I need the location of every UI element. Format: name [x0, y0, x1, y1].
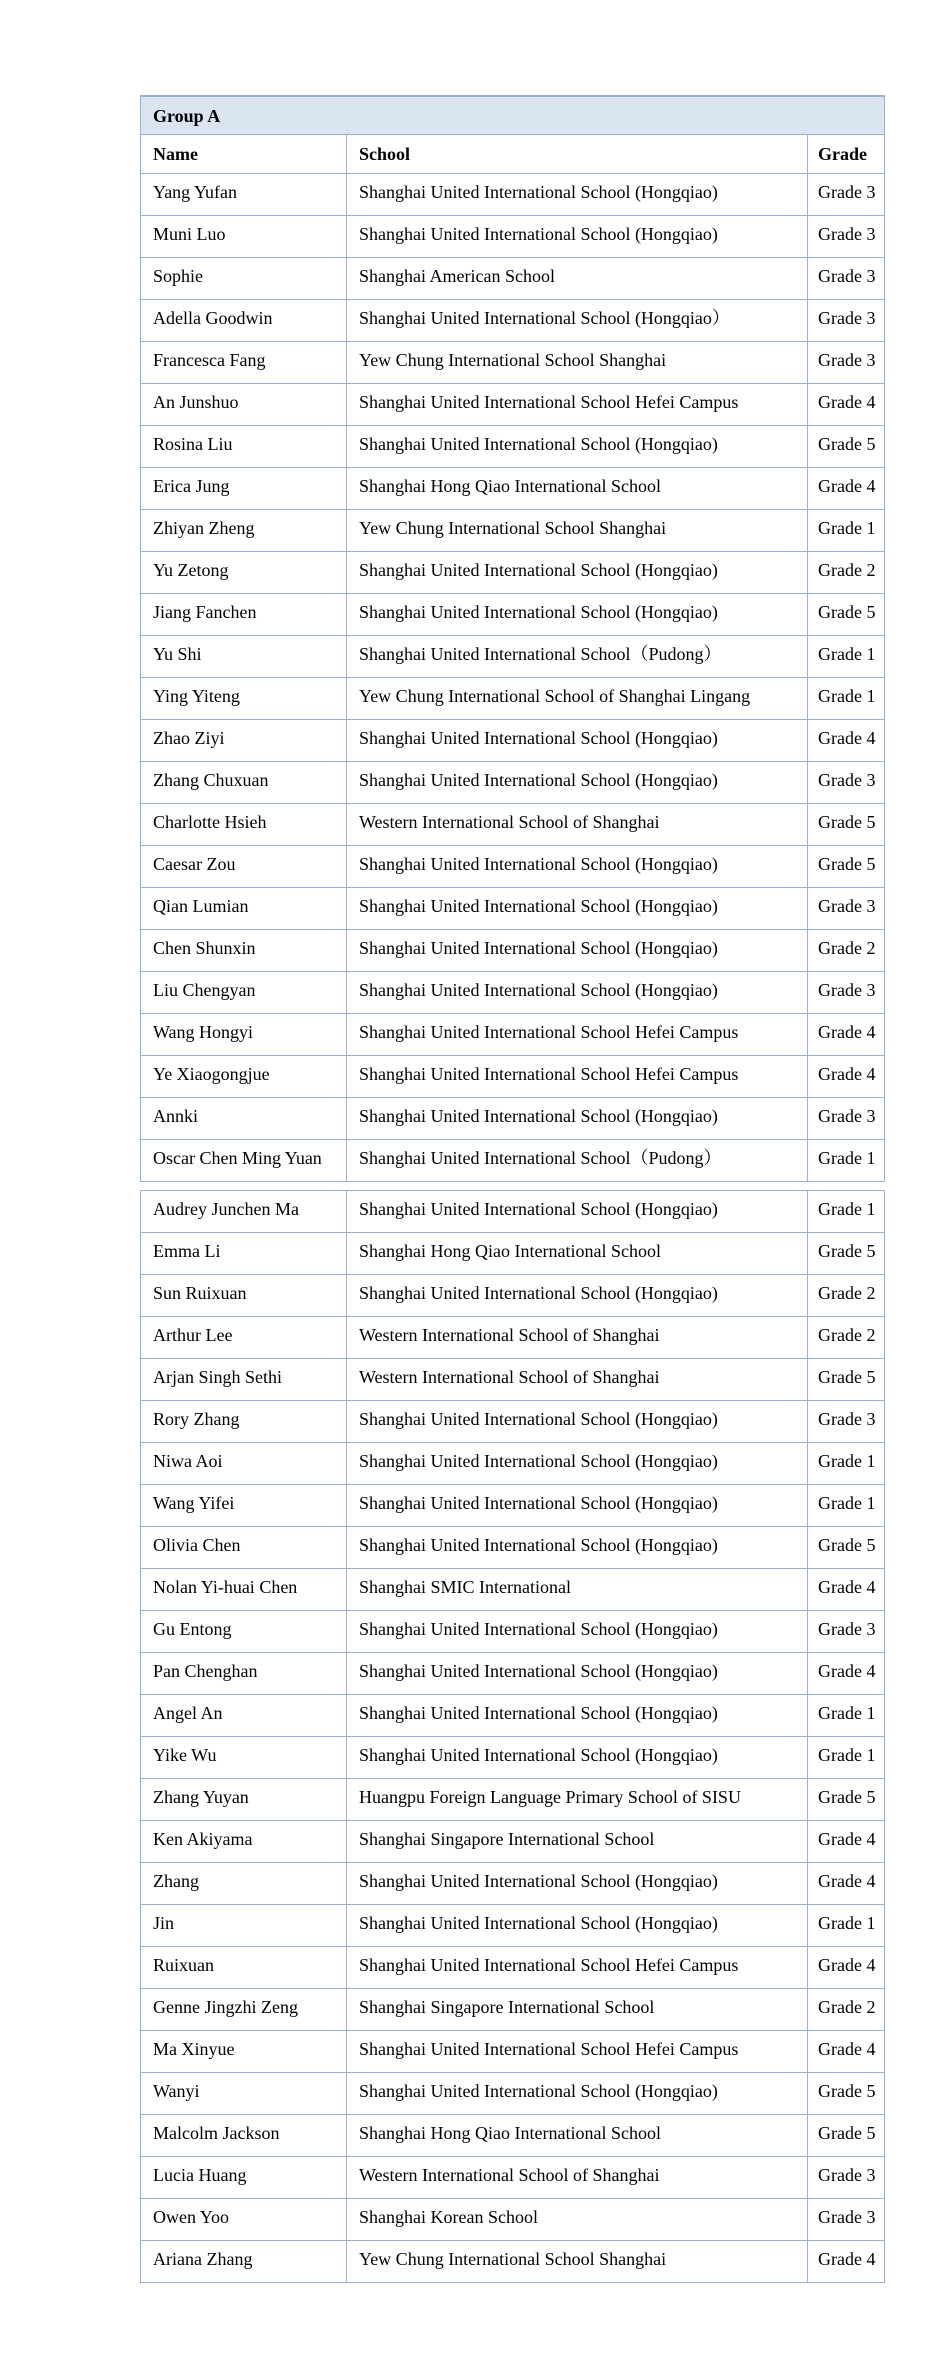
table-row [140, 1779, 885, 1821]
cell-name: Genne Jingzhi Zeng [153, 1997, 298, 2017]
cell-name: Muni Luo [153, 224, 226, 244]
cell-name: Caesar Zou [153, 854, 236, 874]
cell-school: Western International School of Shanghai [346, 1317, 807, 1358]
cell-school: Shanghai United International School Hefei Campus [346, 384, 807, 425]
cell-grade: Grade 5 [807, 1779, 884, 1820]
table-row [140, 468, 885, 510]
cell-school: Shanghai United International School (Hongqiao） [346, 300, 807, 341]
table-row [140, 1443, 885, 1485]
table-row [140, 2115, 885, 2157]
table-row [140, 1317, 885, 1359]
cell-grade: Grade 1 [807, 1905, 884, 1946]
cell-school: Shanghai United International School (Hongqiao) [346, 216, 807, 257]
cell-school: Shanghai United International School Hefei Campus [346, 1947, 807, 1988]
table-row [140, 1611, 885, 1653]
cell-grade: Grade 1 [807, 1485, 884, 1526]
table-row [140, 1569, 885, 1611]
cell-school: Shanghai United International School (Hongqiao) [346, 762, 807, 803]
cell-grade: Grade 4 [807, 1863, 884, 1904]
cell-school: Shanghai United International School (Hongqiao) [346, 930, 807, 971]
cell-grade: Grade 3 [807, 342, 884, 383]
table-row [140, 1947, 885, 1989]
cell-grade: Grade 3 [807, 888, 884, 929]
cell-grade: Grade 4 [807, 468, 884, 509]
table-row [140, 1014, 885, 1056]
cell-name: Zhang [153, 1871, 199, 1891]
cell-grade: Grade 4 [807, 1014, 884, 1055]
cell-school: Yew Chung International School Shanghai [346, 2241, 807, 2282]
table-row [140, 804, 885, 846]
cell-name: Ken Akiyama [153, 1829, 253, 1849]
cell-school: Shanghai Hong Qiao International School [346, 1233, 807, 1274]
cell-school: Shanghai United International School Hefei Campus [346, 1014, 807, 1055]
cell-school: Shanghai United International School (Hongqiao) [346, 1098, 807, 1139]
table-row [140, 510, 885, 552]
table-row [140, 636, 885, 678]
cell-name: Jin [153, 1913, 175, 1933]
cell-grade: Grade 2 [807, 930, 884, 971]
cell-name: Emma Li [153, 1241, 221, 1261]
cell-name: Francesca Fang [153, 350, 266, 370]
cell-school: Shanghai Korean School [346, 2199, 807, 2240]
cell-grade: Grade 5 [807, 846, 884, 887]
table-row [140, 2241, 885, 2283]
cell-grade: Grade 1 [807, 1443, 884, 1484]
table-row [140, 762, 885, 804]
cell-grade: Grade 1 [807, 678, 884, 719]
cell-name: Gu Entong [153, 1619, 232, 1639]
cell-school: Yew Chung International School Shanghai [346, 510, 807, 551]
cell-name: Liu Chengyan [153, 980, 256, 1000]
cell-name: Wang Yifei [153, 1493, 235, 1513]
cell-school: Shanghai United International School (Hongqiao) [346, 720, 807, 761]
cell-school: Shanghai United International School Hefei Campus [346, 2031, 807, 2072]
cell-name: Rory Zhang [153, 1409, 240, 1429]
cell-grade: Grade 4 [807, 2241, 884, 2282]
table-body-segment-2 [140, 1190, 885, 2283]
cell-grade: Grade 5 [807, 1527, 884, 1568]
page-break-gap [140, 1182, 885, 1190]
cell-grade: Grade 2 [807, 1989, 884, 2030]
table-row [140, 1275, 885, 1317]
cell-name: Arjan Singh Sethi [153, 1367, 282, 1387]
cell-name: Yu Zetong [153, 560, 229, 580]
cell-name: Yang Yufan [153, 182, 238, 202]
table-row [140, 258, 885, 300]
cell-school: Shanghai United International School（Pudong） [346, 1140, 807, 1181]
cell-name: Charlotte Hsieh [153, 812, 267, 832]
cell-grade: Grade 5 [807, 804, 884, 845]
cell-name: An Junshuo [153, 392, 239, 412]
column-header-grade: Grade [807, 135, 884, 173]
cell-grade: Grade 3 [807, 762, 884, 803]
table-row [140, 1140, 885, 1182]
table-row [140, 1190, 885, 1233]
cell-grade: Grade 4 [807, 1947, 884, 1988]
table-row [140, 1905, 885, 1947]
cell-school: Shanghai United International School (Hongqiao) [346, 174, 807, 215]
cell-grade: Grade 1 [807, 1737, 884, 1778]
table-group-header-row [140, 95, 885, 135]
table-row [140, 174, 885, 216]
cell-school: Shanghai United International School (Hongqiao) [346, 1527, 807, 1568]
cell-school: Shanghai United International School (Hongqiao) [346, 1695, 807, 1736]
cell-grade: Grade 4 [807, 2031, 884, 2072]
table-row [140, 972, 885, 1014]
cell-grade: Grade 4 [807, 1056, 884, 1097]
cell-name: Sun Ruixuan [153, 1283, 247, 1303]
cell-school: Huangpu Foreign Language Primary School of SISU [346, 1779, 807, 1820]
cell-name: Audrey Junchen Ma [153, 1199, 299, 1219]
cell-school: Shanghai United International School (Hongqiao) [346, 2073, 807, 2114]
cell-grade: Grade 5 [807, 426, 884, 467]
table-row [140, 1695, 885, 1737]
cell-grade: Grade 3 [807, 1401, 884, 1442]
cell-grade: Grade 4 [807, 1653, 884, 1694]
table-row [140, 2199, 885, 2241]
table-row [140, 594, 885, 636]
cell-school: Western International School of Shanghai [346, 1359, 807, 1400]
table-row [140, 216, 885, 258]
cell-school: Western International School of Shanghai [346, 804, 807, 845]
table-row [140, 2073, 885, 2115]
cell-school: Shanghai SMIC International [346, 1569, 807, 1610]
cell-grade: Grade 2 [807, 552, 884, 593]
table-row [140, 1989, 885, 2031]
table-column-header-row [140, 135, 885, 174]
cell-school: Shanghai United International School (Hongqiao) [346, 1401, 807, 1442]
cell-grade: Grade 3 [807, 2157, 884, 2198]
cell-school: Shanghai United International School (Hongqiao) [346, 1443, 807, 1484]
table-row [140, 1485, 885, 1527]
cell-name: Malcolm Jackson [153, 2123, 280, 2143]
cell-grade: Grade 3 [807, 300, 884, 341]
table-row [140, 888, 885, 930]
cell-name: Ying Yiteng [153, 686, 240, 706]
cell-name: Yike Wu [153, 1745, 217, 1765]
cell-grade: Grade 5 [807, 1359, 884, 1400]
cell-grade: Grade 1 [807, 636, 884, 677]
cell-name: Zhang Chuxuan [153, 770, 269, 790]
table-row [140, 1821, 885, 1863]
cell-name: Wanyi [153, 2081, 200, 2101]
cell-name: Yu Shi [153, 644, 202, 664]
group-title: Group A [153, 106, 221, 126]
cell-grade: Grade 1 [807, 1695, 884, 1736]
cell-grade: Grade 3 [807, 1098, 884, 1139]
cell-school: Yew Chung International School Shanghai [346, 342, 807, 383]
cell-name: Arthur Lee [153, 1325, 233, 1345]
cell-name: Erica Jung [153, 476, 230, 496]
cell-name: Niwa Aoi [153, 1451, 223, 1471]
cell-grade: Grade 3 [807, 174, 884, 215]
cell-school: Shanghai United International School (Hongqiao) [346, 1275, 807, 1316]
cell-grade: Grade 5 [807, 2115, 884, 2156]
cell-name: Rosina Liu [153, 434, 233, 454]
cell-grade: Grade 4 [807, 1569, 884, 1610]
cell-grade: Grade 1 [807, 1191, 884, 1232]
cell-grade: Grade 5 [807, 2073, 884, 2114]
table-row [140, 678, 885, 720]
column-header-name: Name [153, 144, 198, 164]
cell-name: Zhang Yuyan [153, 1787, 249, 1807]
group-a-table [140, 95, 885, 2283]
cell-school: Shanghai Singapore International School [346, 1989, 807, 2030]
column-header-school: School [346, 135, 807, 173]
cell-grade: Grade 2 [807, 1275, 884, 1316]
table-row [140, 1233, 885, 1275]
cell-school: Western International School of Shanghai [346, 2157, 807, 2198]
cell-grade: Grade 1 [807, 510, 884, 551]
cell-name: Adella Goodwin [153, 308, 273, 328]
cell-name: Zhiyan Zheng [153, 518, 255, 538]
cell-name: Ye Xiaogongjue [153, 1064, 270, 1084]
cell-name: Oscar Chen Ming Yuan [153, 1148, 322, 1168]
cell-name: Jiang Fanchen [153, 602, 257, 622]
cell-grade: Grade 4 [807, 720, 884, 761]
table-row [140, 1737, 885, 1779]
cell-grade: Grade 5 [807, 1233, 884, 1274]
cell-name: Olivia Chen [153, 1535, 241, 1555]
cell-school: Shanghai Hong Qiao International School [346, 2115, 807, 2156]
table-row [140, 1527, 885, 1569]
cell-school: Shanghai United International School Hefei Campus [346, 1056, 807, 1097]
cell-name: Pan Chenghan [153, 1661, 258, 1681]
cell-name: Owen Yoo [153, 2207, 230, 2227]
cell-school: Shanghai American School [346, 258, 807, 299]
table-row [140, 384, 885, 426]
table-row [140, 2157, 885, 2199]
table-row [140, 552, 885, 594]
table-row [140, 1653, 885, 1695]
cell-grade: Grade 5 [807, 594, 884, 635]
cell-school: Shanghai United International School (Hongqiao) [346, 888, 807, 929]
cell-name: Ruixuan [153, 1955, 214, 1975]
cell-school: Shanghai United International School (Hongqiao) [346, 594, 807, 635]
cell-school: Shanghai United International School (Hongqiao) [346, 426, 807, 467]
cell-name: Ma Xinyue [153, 2039, 235, 2059]
cell-name: Ariana Zhang [153, 2249, 253, 2269]
cell-grade: Grade 4 [807, 384, 884, 425]
cell-school: Shanghai United International School (Hongqiao) [346, 972, 807, 1013]
table-row [140, 342, 885, 384]
cell-school: Yew Chung International School of Shanghai Lingang [346, 678, 807, 719]
cell-school: Shanghai United International School (Hongqiao) [346, 1737, 807, 1778]
table-row [140, 1359, 885, 1401]
cell-school: Shanghai United International School（Pudong） [346, 636, 807, 677]
cell-school: Shanghai United International School (Hongqiao) [346, 552, 807, 593]
table-row [140, 2031, 885, 2073]
cell-grade: Grade 3 [807, 1611, 884, 1652]
cell-name: Sophie [153, 266, 204, 286]
cell-name: Chen Shunxin [153, 938, 256, 958]
table-row [140, 930, 885, 972]
cell-grade: Grade 2 [807, 1317, 884, 1358]
cell-grade: Grade 3 [807, 972, 884, 1013]
table-row [140, 1056, 885, 1098]
cell-school: Shanghai United International School (Hongqiao) [346, 1863, 807, 1904]
cell-school: Shanghai United International School (Hongqiao) [346, 846, 807, 887]
cell-school: Shanghai United International School (Hongqiao) [346, 1485, 807, 1526]
cell-grade: Grade 4 [807, 1821, 884, 1862]
cell-school: Shanghai United International School (Hongqiao) [346, 1905, 807, 1946]
cell-school: Shanghai Hong Qiao International School [346, 468, 807, 509]
cell-name: Lucia Huang [153, 2165, 247, 2185]
table-row [140, 300, 885, 342]
cell-name: Annki [153, 1106, 198, 1126]
table-row [140, 1863, 885, 1905]
cell-grade: Grade 3 [807, 2199, 884, 2240]
cell-grade: Grade 3 [807, 258, 884, 299]
cell-name: Nolan Yi-huai Chen [153, 1577, 298, 1597]
cell-school: Shanghai United International School (Hongqiao) [346, 1653, 807, 1694]
cell-grade: Grade 3 [807, 216, 884, 257]
table-body-segment-1 [140, 174, 885, 1182]
cell-school: Shanghai United International School (Hongqiao) [346, 1611, 807, 1652]
cell-school: Shanghai United International School (Hongqiao) [346, 1191, 807, 1232]
cell-name: Zhao Ziyi [153, 728, 225, 748]
table-row [140, 1401, 885, 1443]
table-row [140, 426, 885, 468]
cell-grade: Grade 1 [807, 1140, 884, 1181]
cell-school: Shanghai Singapore International School [346, 1821, 807, 1862]
table-row [140, 720, 885, 762]
table-row [140, 1098, 885, 1140]
cell-name: Wang Hongyi [153, 1022, 254, 1042]
cell-name: Angel An [153, 1703, 223, 1723]
cell-name: Qian Lumian [153, 896, 249, 916]
table-row [140, 846, 885, 888]
